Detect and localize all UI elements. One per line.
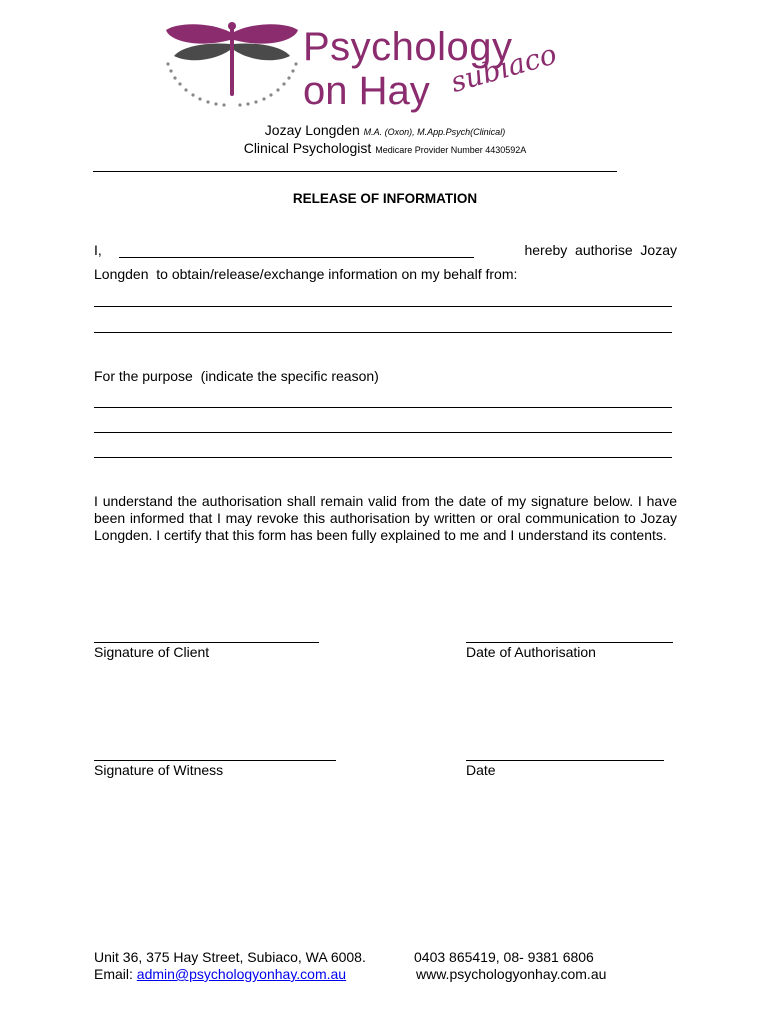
footer-email-link[interactable]: admin@psychologyonhay.com.au <box>136 966 347 982</box>
qualifications: M.A. (Oxon), M.App.Psych(Clinical) <box>363 127 506 137</box>
role-line <box>0 140 770 156</box>
footer-email-label: Email: <box>94 966 133 982</box>
footer-phones: 0403 865419, 08- 9381 6806 <box>414 949 594 965</box>
brand-name-line1: Psychology <box>303 25 513 69</box>
header-divider <box>93 171 617 172</box>
footer-address: Unit 36, 375 Hay Street, Subiaco, WA 6008. <box>94 949 366 965</box>
footer-website: www.psychologyonhay.com.au <box>416 966 607 982</box>
form-title: RELEASE OF INFORMATION <box>292 191 478 206</box>
authorise-continuation: Longden to obtain/release/exchange information on my behalf from: <box>94 266 518 282</box>
client-name-line[interactable] <box>119 257 474 258</box>
client-signature-label: Signature of Client <box>94 644 210 660</box>
dragonfly-logo-icon <box>160 18 305 113</box>
authorise-text: hereby authorise Jozay <box>524 242 677 258</box>
witness-date-line[interactable] <box>466 760 664 761</box>
practitioner-line <box>0 122 770 138</box>
client-signature-line[interactable] <box>94 642 319 643</box>
witness-signature-line[interactable] <box>94 760 336 761</box>
from-line-2[interactable] <box>94 332 672 333</box>
authorisation-date-line[interactable] <box>466 642 673 643</box>
purpose-line-2[interactable] <box>94 432 672 433</box>
declaration-paragraph: I understand the authorisation shall remain valid from the date of my signature below. I have been informed that I may revoke this authorisation by written or oral communication to Jozay Longden. I certify that this form has been fully explained to me and I understand its contents. <box>94 493 677 543</box>
brand-location: subiaco <box>446 37 561 99</box>
witness-date-label: Date <box>466 762 496 778</box>
provider-number: Medicare Provider Number 4430592A <box>375 145 527 155</box>
from-line-1[interactable] <box>94 306 672 307</box>
practitioner-role: Clinical Psychologist <box>243 140 372 156</box>
footer-email-row <box>94 966 346 982</box>
i-label: I, <box>94 242 102 258</box>
brand-name-line2: on Hay <box>303 69 430 113</box>
practitioner-name: Jozay Longden <box>264 122 360 138</box>
authorisation-date-label: Date of Authorisation <box>466 644 596 660</box>
purpose-label: For the purpose (indicate the specific reason) <box>94 368 379 384</box>
purpose-line-1[interactable] <box>94 407 672 408</box>
witness-signature-label: Signature of Witness <box>94 762 224 778</box>
purpose-line-3[interactable] <box>94 457 672 458</box>
